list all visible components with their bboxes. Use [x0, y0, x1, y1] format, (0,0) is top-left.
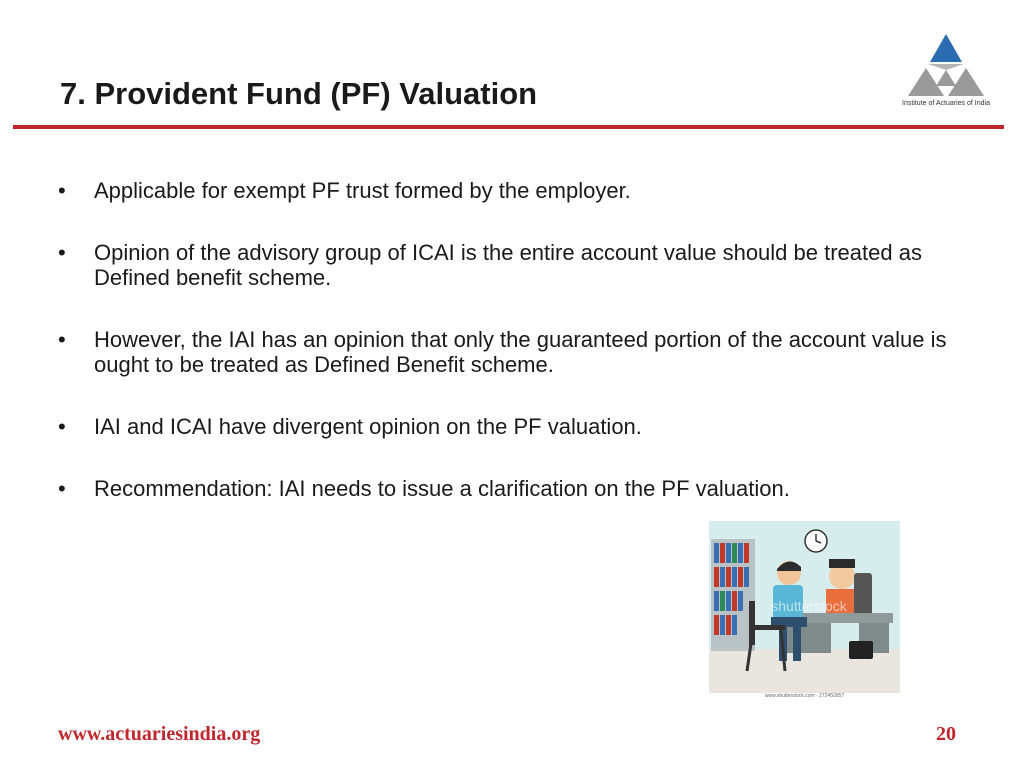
- bullet-dot: •: [58, 476, 66, 501]
- title-divider: [13, 125, 1004, 129]
- office-meeting-illustration: [709, 521, 900, 693]
- page-number: 20: [936, 723, 956, 745]
- bullet-dot: •: [58, 414, 66, 439]
- illustration-caption: www.shutterstock.com · 272450957: [764, 693, 845, 699]
- bullet-dot: •: [58, 240, 66, 265]
- footer-website-link[interactable]: www.actuariesindia.org: [58, 723, 261, 745]
- bullet-item: [58, 476, 958, 501]
- bullet-dot: •: [58, 178, 66, 203]
- bullet-item: [58, 414, 958, 439]
- bullet-item: [58, 327, 958, 377]
- bullet-item: [58, 178, 958, 203]
- bullet-text: Opinion of the advisory group of ICAI is the entire account value should be treated as Defined benefit scheme.: [94, 240, 922, 290]
- illustration-watermark: shutterstock: [771, 598, 847, 614]
- iai-logo-icon: [898, 30, 994, 100]
- iai-logo: [898, 30, 994, 115]
- bullet-list: [58, 178, 958, 538]
- bullet-text: However, the IAI has an opinion that only the guaranteed portion of the account value is ought to be treated as Defined Benefit scheme.: [94, 327, 947, 377]
- logo-caption: Institute of Actuaries of India: [902, 100, 990, 107]
- bullet-item: [58, 240, 958, 290]
- slide-title: 7. Provident Fund (PF) Valuation: [60, 76, 538, 111]
- bullet-text: Applicable for exempt PF trust formed by the employer.: [94, 178, 631, 203]
- bullet-dot: •: [58, 327, 66, 352]
- bullet-text: Recommendation: IAI needs to issue a clarification on the PF valuation.: [94, 476, 790, 501]
- bullet-text: IAI and ICAI have divergent opinion on the PF valuation.: [94, 414, 642, 439]
